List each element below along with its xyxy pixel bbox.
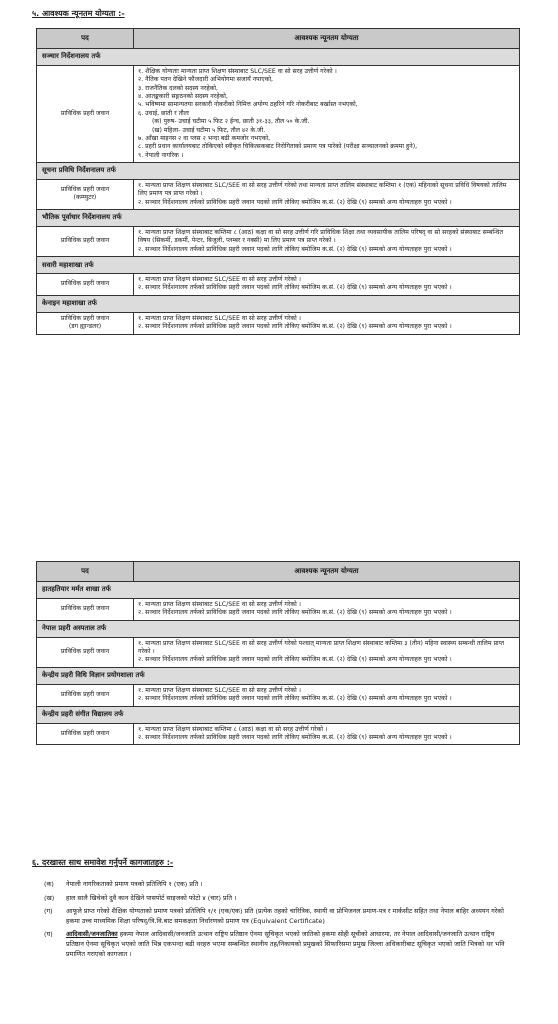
document-item-text — [66, 907, 514, 926]
requirement-item: १. मान्यता प्राप्त शिक्षण संस्थाबाट SLC/SEE वा सो सरह उत्तीर्ण गरेको तथा मान्यता प्राप्त तालिम संस्थाबाट कम्तिमा १ (एक) महिनाको सूचना प्रविधि विषयको तालिम लिए प्रमाण पत्र प्राप्त गरेको । — [138, 181, 507, 198]
section-title: सञ्चार निर्देशनालय तर्फ — [37, 49, 520, 66]
section-row — [37, 162, 520, 179]
post-name: प्राविधिक प्रहरी जवान — [60, 605, 110, 613]
requirement-item: २. नैतिक पतन देखिने फौजदारी अभियोगमा सजायँ नपाएको, — [138, 76, 274, 84]
requirement-item: २. सञ्चार निर्देशनालय तर्फको प्राविधिक प्रहरी जवान पदको लागि तोकिए बमोजिम क.सं. (२) देखि (९) सम्मको अन्य योग्यताहरु पुरा भएको । — [138, 733, 452, 741]
table-row — [37, 274, 520, 296]
header-post: पद — [37, 29, 134, 49]
post-name: प्राविधिक प्रहरी जवान — [60, 729, 110, 737]
section-title: केन्द्रीय प्रहरी विधि विज्ञान प्रयोगशाला तर्फ — [37, 667, 520, 684]
document-item-body: हकमा नेपाल आदिवासी/जनजाति उत्थान राष्ट्रिय प्रतिष्ठान ऐनमा सूचिकृत भएको जातिको हकमा सोही सूचीको आधारमा, तर नेपाल आदिवासी/जनजाति उत्थान राष्ट्रिय प्रतिष्ठान ऐनमा सूचिकृत भएको जाति भिन्न एकभन्दा बढी थरहरु भएमा सम्बन्धित स्थानीय तह/निकायको प्रमुखको सिफारिसमा प्रमुख जिल्ला अधिकारीबाट सूचिकृत भएको जाति भित्रको थर भनि प्रमाणित गराएको कागजात । — [66, 930, 505, 958]
document-item-text — [66, 930, 514, 959]
requirement-item: २. सञ्चार निर्देशनालय तर्फको प्राविधिक प्रहरी जवान पदको लागि तोकिए बमोजिम क.सं. (२) देखि (९) सम्मको अन्य योग्यताहरु पुरा भएको । — [138, 609, 452, 617]
table-row — [37, 599, 520, 621]
post-name: प्राविधिक प्रहरी जवान — [60, 109, 110, 117]
table-header-row — [37, 29, 520, 49]
post-subtitle: (कम्प्युटर) — [73, 194, 97, 202]
required-documents-list — [44, 880, 514, 963]
section-title: केनाइन महाशाखा तर्फ — [37, 295, 520, 312]
post-cell — [37, 723, 134, 745]
requirements-cell — [134, 637, 520, 667]
requirement-item: १. मान्यता प्राप्त शिक्षण संस्थाबाट कम्तिमा ८ (आठ) कक्षा वा सो सरह उत्तीर्ण गरेको । — [138, 725, 328, 733]
section-title: हातहतियार मर्मत शाखा तर्फ — [37, 582, 520, 599]
document-item-body: आफूले प्राप्त गरेको शैक्षिक योग्यताको प्रमाण पत्रको प्रतिलिपि १/१ (एक/एक) प्रति (प्रत्येक तहको चारित्रिक, स्थायी वा प्रोभिजनल प्रमाण-पत्र र मार्कसीट सहित तथा नेपाल बाहिर अध्ययन गरेको हकमा उच्च माध्यमिक शिक्षा परिषद्/त्रि.वि.बाट समकक्षता निर्धारणको प्रमाण पत्र (Equivalent Certificate) — [66, 907, 504, 925]
header-post: पद — [37, 562, 134, 582]
post-name: प्राविधिक प्रहरी जवान — [60, 690, 110, 698]
requirement-item: २. सञ्चार निर्देशनालय तर्फको प्राविधिक प्रहरी जवान पदको लागि तोकिए बमोजिम क.सं. (२) देखि (९) सम्मको अन्य योग्यताहरु पुरा भएको । — [138, 695, 452, 703]
document-item-label: (क) — [44, 880, 54, 888]
requirement-item: २. सञ्चार निर्देशनालय तर्फको प्राविधिक प्रहरी जवान पदको लागि तोकिए बमोजिम क.सं. (२) देखि (९) सम्मको अन्य योग्यताहरु पुरा भएको । — [138, 323, 452, 331]
table-header-row — [37, 562, 520, 582]
requirements-cell — [134, 599, 520, 621]
section-row — [37, 295, 520, 312]
requirements-cell — [134, 274, 520, 296]
requirement-item: (क) पुरुष- उचाई घटीमा ५ फिट २ ईन्च, छाती ३१-३३, तौल ५० के.जी. — [152, 118, 310, 126]
post-name: प्राविधिक प्रहरी जवान — [60, 648, 110, 656]
document-item — [44, 907, 514, 926]
document-item — [44, 930, 514, 959]
requirement-item: १. मान्यता प्राप्त शिक्षण संस्थाबाट SLC/SEE वा सो सरह उत्तीर्ण गरेको । — [138, 601, 302, 608]
section5-heading-text: ५. आवश्यक न्यूनतम योग्यता :- — [32, 9, 125, 18]
requirement-item: ४. आतङ्ककारी सङ्गठनको सदस्य नरहेको, — [138, 93, 228, 101]
post-cell — [37, 312, 134, 334]
section-row — [37, 667, 520, 684]
post-cell — [37, 227, 134, 257]
requirement-item: (ख) महिला- उचाई घटीमा ५ फिट, तौल ४२ के.जी. — [152, 126, 266, 134]
document-item-emphasis: आदिवासी/जनजातिका — [66, 930, 118, 939]
requirements-cell — [134, 179, 520, 209]
post-cell — [37, 599, 134, 621]
section6-heading — [32, 857, 173, 868]
qualifications-table-2 — [36, 561, 520, 745]
header-qualification: आवश्यक न्यूनतम योग्यता — [134, 29, 520, 49]
document-item — [44, 880, 514, 890]
table-row — [37, 684, 520, 706]
post-cell — [37, 637, 134, 667]
document-item-label: (ग) — [44, 907, 53, 916]
requirements-cell — [134, 66, 520, 163]
requirement-item: १. मान्यता प्राप्त शिक्षण संस्थाबाट SLC/SEE वा सो सरह उत्तीर्ण गरेको । — [138, 314, 302, 322]
document-item-text — [66, 880, 514, 890]
section6-heading-text: ६. दरखास्त साथ समावेश गर्नुपर्ने कागजातहरु :- — [32, 858, 174, 867]
requirement-item: ९. नेपाली नागरिक । — [138, 151, 184, 159]
post-cell — [37, 66, 134, 163]
document-item — [44, 894, 514, 904]
section-row — [37, 257, 520, 274]
requirement-item: २. सञ्चार निर्देशनालय तर्फको प्राविधिक प्रहरी जवान पदको लागि तोकिए बमोजिम क.सं. (२) देखि (९) सम्मको अन्य योग्यताहरु पुरा भएको । — [138, 198, 452, 206]
document-item-body: नेपाली नागरिकताको प्रमाण पत्रको प्रतिलिपि १ (एक) प्रति । — [66, 880, 203, 888]
table-row — [37, 723, 520, 745]
section-title: केन्द्रीय प्रहरी संगीत विद्यालय तर्फ — [37, 706, 520, 723]
requirements-cell — [134, 723, 520, 745]
document-item-body: हाल सालै खिचेको दुवै कान देखिने पासपोर्ट साइजको फोटो ४ (चार) प्रति । — [66, 893, 237, 902]
post-name: प्राविधिक प्रहरी जवान — [60, 186, 110, 194]
requirement-item: ३. राजनैतिक दलको सदस्य नरहेको, — [138, 84, 218, 92]
requirements-cell — [134, 227, 520, 257]
table1-body — [37, 49, 520, 335]
requirement-item: १. मान्यता प्राप्त शिक्षण संस्थाबाट SLC/SEE वा सो सरह उत्तीर्ण गरेको । — [138, 276, 302, 284]
requirement-item: १. मान्यता प्राप्त शिक्षण संस्थाबाट SLC/SEE वा सो सरह उत्तीर्ण गरेको पश्चात् मान्यता प्राप्त शिक्षण संस्थाबाट कम्तिमा ३ (तीन) महिना स्वास्थ्य सम्बन्धी तालिम प्राप्त गरेको । — [138, 639, 505, 656]
qualifications-table-1 — [36, 28, 520, 335]
post-cell — [37, 179, 134, 209]
section5-heading — [32, 8, 125, 19]
section-title: सूचना प्रविधि निर्देशनालय तर्फ — [37, 162, 520, 179]
post-cell — [37, 684, 134, 706]
post-name: प्राविधिक प्रहरी जवान — [60, 314, 110, 322]
post-subtitle: (डग ह्यान्डलर) — [68, 323, 102, 331]
section-row — [37, 49, 520, 66]
document-item-label: (घ) — [44, 930, 53, 939]
document-item-text — [66, 894, 514, 904]
header-qualification: आवश्यक न्यूनतम योग्यता — [134, 562, 520, 582]
section-row — [37, 582, 520, 599]
post-name: प्राविधिक प्रहरी जवान — [60, 280, 110, 288]
requirements-cell — [134, 684, 520, 706]
requirement-item: १. मान्यता प्राप्त शिक्षण संस्थाबाट SLC/SEE वा सो सरह उत्तीर्ण गरेको । — [138, 686, 302, 694]
section-row — [37, 210, 520, 227]
requirement-item: १. मान्यता प्राप्त शिक्षण संस्थाबाट कम्तिमा ८ (आठ) कक्षा वा सो सरह उत्तीर्ण गरि प्राविधिक शिक्षा तथा व्यवसायीक तालिम परिषद् वा सो सरहको संस्थाबाट सम्बन्धित विषय (सिकर्मी, डकर्मी, पेन्टर, बिजुली, प्लम्बर र नक्सी) मा लिए प्रमाण पत्र प्राप्त गरेको । — [138, 229, 504, 245]
table-row — [37, 312, 520, 334]
post-cell — [37, 274, 134, 296]
table-row — [37, 637, 520, 667]
requirement-item: २. सञ्चार निर्देशनालय तर्फको प्राविधिक प्रहरी जवान पदको लागि तोकिए बमोजिम क.सं. (२) देखि (९) सम्मको अन्य योग्यताहरु पुरा भएको । — [138, 656, 452, 664]
requirement-item: २. सञ्चार निर्देशनालय तर्फको प्राविधिक प्रहरी जवान पदको लागि तोकिए बमोजिम क.सं. (२) देखि (९) सम्मको अन्य योग्यताहरु पुरा भएको । — [138, 245, 452, 253]
requirement-item: ६. उचाई, छाती र तौलः — [138, 109, 190, 117]
section-title: भौतिक पूर्वाधार निर्देशनालय तर्फ — [37, 210, 520, 227]
table-row — [37, 66, 520, 163]
section-row — [37, 706, 520, 723]
post-name: प्राविधिक प्रहरी जवान — [60, 237, 110, 245]
requirement-item: १. शैक्षिक योग्यताः मान्यता प्राप्त शिक्षण संस्थाबाट SLC/SEE वा सो सरह उत्तीर्ण गरेको । — [138, 68, 337, 75]
table2-body — [37, 582, 520, 745]
section-title: सवारी महाशाखा तर्फ — [37, 257, 520, 274]
table-row — [37, 227, 520, 257]
section-row — [37, 620, 520, 637]
requirement-item: २. सञ्चार निर्देशनालय तर्फको प्राविधिक प्रहरी जवान पदको लागि तोकिए बमोजिम क.सं. (२) देखि (९) सम्मको अन्य योग्यताहरु पुरा भएको । — [138, 284, 452, 292]
table-row — [37, 179, 520, 209]
document-item-label: (ख) — [44, 893, 55, 902]
requirements-cell — [134, 312, 520, 334]
section-title: नेपाल प्रहरी अस्पताल तर्फ — [37, 620, 520, 637]
requirement-item: ८. प्रहरी प्रधान कार्यालयबाट तोकिएको स्वीकृत चिकित्सकबाट निरोगिताको प्रमाण पत्र पारेको (परीक्षा सञ्चालनको क्रममा हुने), — [138, 143, 418, 151]
requirement-item: ५. भविष्यमा सामान्यतया सरकारी नोकरीको निमित्त अयोग्य ठहरिने गरि नोकरीबाट बर्खास्त नभएको, — [138, 101, 358, 109]
requirement-item: ७. आँखा माइनस २ वा प्लस २ भन्दा बढी कमजोर नभएको, — [138, 134, 271, 142]
